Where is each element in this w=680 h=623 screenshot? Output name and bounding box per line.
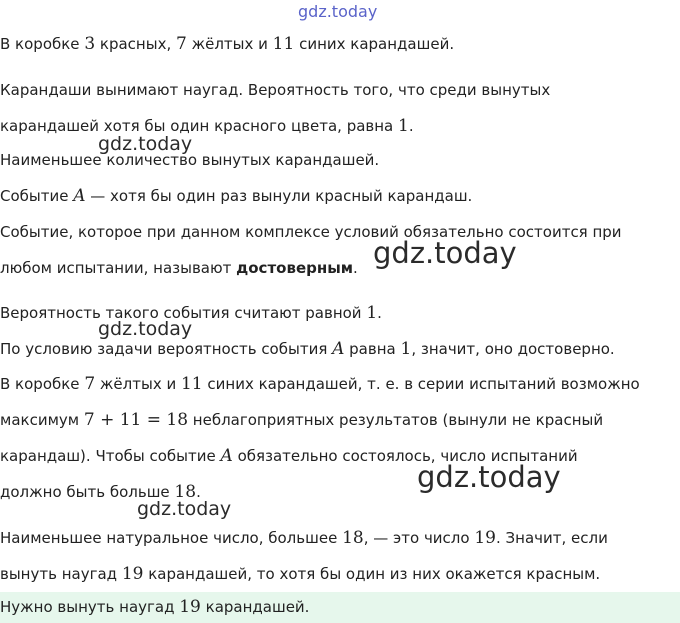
problem-line-3: карандашей хотя бы один красного цвета, равна 1.	[0, 116, 414, 136]
solution-line-7: максимум 7 + 11 = 18 неблагоприятных результатов (вынули не красный	[0, 410, 604, 430]
solution-line-8: карандаш). Чтобы событие A обязательно состоялось, число испытаний	[0, 446, 578, 466]
watermark-1: gdz.today	[98, 133, 193, 155]
watermark-5: gdz.today	[137, 498, 232, 520]
watermark-3: gdz.today	[98, 318, 193, 340]
answer-text: Нужно вынуть наугад 19 карандашей.	[0, 597, 310, 617]
solution-line-11: вынуть наугад 19 карандашей, то хотя бы один из них окажется красным.	[0, 564, 601, 584]
solution-line-1: Событие A — хотя бы один раз вынули красный карандаш.	[0, 186, 473, 206]
solution-line-9: должно быть больше 18.	[0, 482, 201, 502]
solution-line-2: Событие, которое при данном комплексе условий обязательно состоится при	[0, 223, 622, 241]
watermark-2: gdz.today	[373, 236, 517, 270]
problem-line-2: Карандаши вынимают наугад. Вероятность того, что среди вынутых	[0, 81, 551, 99]
question-line: Наименьшее количество вынутых карандашей.	[0, 151, 380, 169]
solution-line-5: По условию задачи вероятность события A равна 1, значит, оно достоверно.	[0, 339, 615, 359]
watermark-4: gdz.today	[417, 460, 561, 494]
solution-line-10: Наименьшее натуральное число, большее 18, — это число 19. Значит, если	[0, 528, 608, 548]
watermark-top: gdz.today	[298, 2, 378, 21]
solution-line-4: Вероятность такого события считают равной 1.	[0, 303, 382, 323]
problem-line-1: В коробке 3 красных, 7 жёлтых и 11 синих карандашей.	[0, 34, 455, 54]
solution-line-3: любом испытании, называют достоверным.	[0, 259, 358, 277]
solution-line-6: В коробке 7 жёлтых и 11 синих карандашей, т. е. в серии испытаний возможно	[0, 374, 640, 394]
answer-box	[0, 592, 680, 623]
